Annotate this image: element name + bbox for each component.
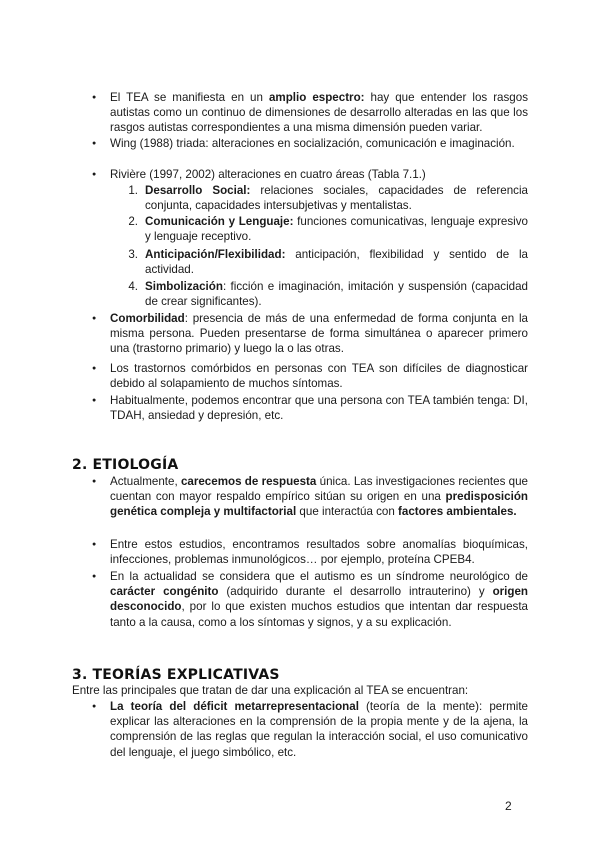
bullet-estudios: Entre estos estudios, encontramos resultados sobre anomalías bioquímicas, infecciones, problemas inmunológicos… por ejemplo, proteína CPEB4. <box>110 538 528 567</box>
bullet-tea-espectro: El TEA se manifiesta en un amplio espectro: hay que entender los rasgos autistas como un continuo de dimensiones de desarrollo alteradas en las que los rasgos autistas correspondientes a una misma dimensión pueden variar. <box>110 91 528 135</box>
section-heading-etiologia: 2. ETIOLOGÍA <box>72 457 179 473</box>
bullet-habitualmente: Habitualmente, podemos encontrar que una persona con TEA también tenga: DI, TDAH, ansiedad y depresión, etc. <box>110 394 528 423</box>
area-number: 3. <box>128 248 138 261</box>
bullet-comorbidos: Los trastornos comórbidos en personas con TEA son difíciles de diagnosticar debido al solapamiento de muchos síntomas. <box>110 362 528 391</box>
bullet-metarrepresentacional: La teoría del déficit metarrepresentacional (teoría de la mente): permite explicar las alteraciones en la comprensión de la propia mente y de la ajena, la comprensión de las reglas que regulan la interacción social, el uso comunicativo del lenguaje, el juego simbólico, etc. <box>110 700 529 759</box>
bullet-riviere: Rivière (1997, 2002) alteraciones en cuatro áreas (Tabla 7.1.) <box>110 168 426 181</box>
bullet-respuesta: Actualmente, carecemos de respuesta única. Las investigaciones recientes que cuentan con mayor respaldo empírico sitúan su origen en una predisposición genética compleja y multifactorial que interactúa con factores ambientales. <box>110 475 528 519</box>
bullet-comorbilidad: Comorbilidad: presencia de más de una enfermedad de forma conjunta en la misma persona. Pueden presentarse de forma simultánea o aparecer primero una (trastorno primario) y luego la o las otras. <box>110 312 528 356</box>
page-number: 2 <box>505 799 512 813</box>
bullet-sindrome: En la actualidad se considera que el autismo es un síndrome neurológico de carácter congénito (adquirido durante el desarrollo intrauterino) y origen desconocido, por lo que existen muchos estudios que intentan dar respuesta tanto a la causa, como a los síntomas y signos, y a su explicación. <box>110 570 529 629</box>
area-desarrollo-social: Desarrollo Social: relaciones sociales, capacidades de referencia conjunta, capacidades intersubjetivas y mentalistas. <box>145 184 528 213</box>
area-simbolizacion: Simbolización: ficción e imaginación, imitación y suspensión (capacidad de crear significantes). <box>145 280 528 309</box>
section-intro: Entre las principales que tratan de dar una explicación al TEA se encuentran: <box>72 684 469 697</box>
section-heading-teorias: 3. TEORÍAS EXPLICATIVAS <box>72 667 280 683</box>
area-comunicacion: Comunicación y Lenguaje: funciones comunicativas, lenguaje expresivo y lenguaje receptivo. <box>145 215 528 244</box>
area-anticipacion: Anticipación/Flexibilidad: anticipación, flexibilidad y sentido de la actividad. <box>145 248 528 277</box>
area-number: 4. <box>128 280 138 293</box>
area-number: 2. <box>128 215 138 228</box>
bullet-wing: Wing (1988) triada: alteraciones en socialización, comunicación e imaginación. <box>110 137 515 150</box>
area-number: 1. <box>128 184 138 197</box>
